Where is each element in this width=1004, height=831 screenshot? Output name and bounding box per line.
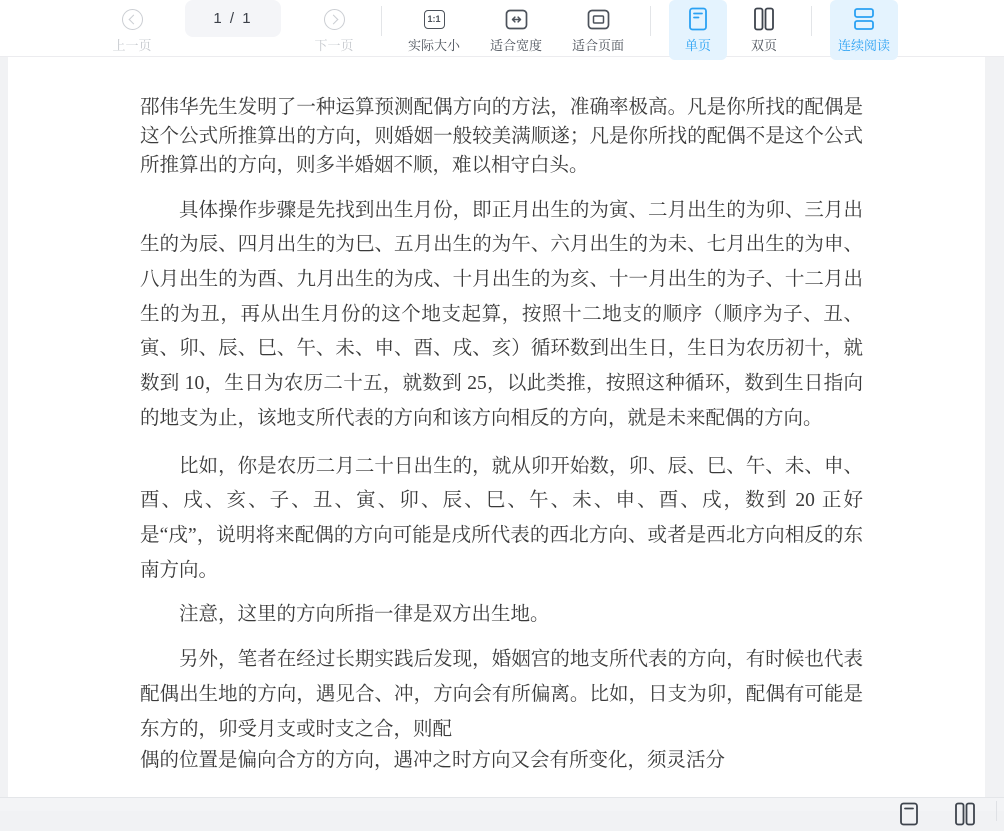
fit-page-label: 适合页面 (572, 38, 625, 53)
double-page-button[interactable] (735, 0, 793, 60)
clipped-text-line: 偶的位置是偏向合方的方向，遇冲之时方向又会有所变化，须灵活分 (140, 750, 726, 772)
paragraph: 另外，笔者在经过长期实践后发现，婚姻宫的地支所代表的方向，有时候也代表配偶出生地的方向，遇见合、冲，方向会有所偏离。比如，日支为卯，配偶有可能是东方的，卯受月支或时支之合，则配 (140, 649, 863, 740)
paragraph: 邵伟华先生发明了一种运算预测配偶方向的方法，准确率极高。凡是你所找的配偶是这个公式所推算出的方向，则婚姻一般较美满顺遂；凡是你所找的配偶不是这个公式所推算出的方向，则多半婚姻不顺，难以相守白头。 (140, 97, 863, 176)
fit-page-button[interactable] (564, 0, 632, 60)
paragraph: 注意，这里的方向所指一律是双方出生地。 (179, 604, 550, 626)
prev-page-button[interactable] (103, 0, 161, 60)
continuous-read-icon (851, 8, 877, 30)
single-page-icon (688, 8, 708, 30)
fit-width-button[interactable] (482, 0, 550, 60)
double-page-label: 双页 (751, 38, 778, 53)
toolbar-divider (650, 6, 651, 36)
fit-width-icon (505, 8, 528, 30)
toolbar-divider (381, 6, 382, 36)
bottom-toolbar-cutoff (0, 797, 1004, 811)
toolbar-divider (811, 6, 812, 36)
actual-size-button[interactable] (400, 0, 468, 60)
next-page-button[interactable] (305, 0, 363, 60)
page-indicator[interactable]: 1 / 1 (185, 0, 281, 37)
actual-size-label: 实际大小 (408, 38, 461, 53)
single-page-label: 单页 (685, 38, 712, 53)
paragraph: 具体操作步骤是先找到出生月份，即正月出生的为寅、二月出生的为卯、三月出生的为辰、四月出生的为巳、五月出生的为午、六月出生的为未、七月出生的为申、八月出生的为酉、九月出生的为戌、十月出生的为亥、十一月出生的为子、十二月出生的为丑，再从出生月份的这个地支起算，按照十二地支的顺序（顺序为子、丑、寅、卯、辰、巳、午、未、申、酉、戌、亥）循环数到出生日，生日为农历初十，就数到 10，生日为农历二十五，就数到 25，以此类推，按照这种循环，数到生日指向的地支为止，该地支所代表的方向和该方向相反的方向，就是未来配偶的方向。 (140, 199, 863, 429)
chevron-right-circle-icon (324, 8, 345, 30)
continuous-read-label: 连续阅读 (838, 38, 891, 53)
prev-page-label: 上一页 (112, 38, 152, 53)
actual-size-icon: 1:1 (424, 8, 445, 30)
paragraph: 比如，你是农历二月二十日出生的，就从卯开始数，卯、辰、巳、午、未、申、酉、戌、亥、子、丑、寅、卯、辰、巳、午、未、申、酉、戌，数到 20 正好是“戌”，说明将来配偶的方向可能是戌所代表的西北方向、或者是西北方向相反的东南方向。 (140, 455, 863, 581)
chevron-left-circle-icon (122, 8, 143, 30)
document-page (8, 57, 985, 797)
single-page-button[interactable] (669, 0, 727, 60)
continuous-read-button[interactable] (830, 0, 898, 60)
document-viewport[interactable] (0, 57, 1004, 797)
next-page-label: 下一页 (314, 38, 354, 53)
toolbar-divider (996, 801, 997, 821)
double-page-icon[interactable] (953, 802, 977, 831)
fit-page-icon (587, 8, 610, 30)
double-page-icon (752, 8, 776, 30)
reader-toolbar (0, 0, 1004, 57)
fit-width-label: 适合宽度 (490, 38, 543, 53)
single-page-icon[interactable] (899, 802, 919, 831)
